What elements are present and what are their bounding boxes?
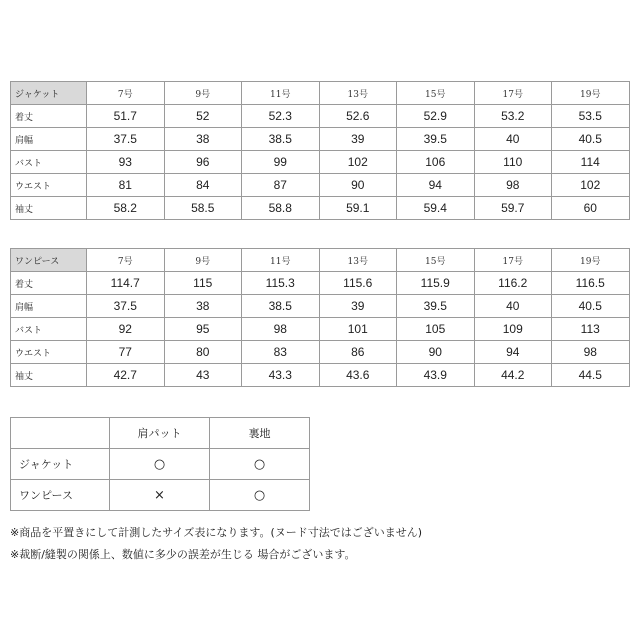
table-row — [11, 364, 630, 387]
table-cell: 52.9 — [397, 105, 475, 128]
table-header-row — [11, 249, 630, 272]
table-cell: 37.5 — [87, 128, 165, 151]
row-label: バスト — [11, 151, 87, 174]
table-cell: 51.7 — [87, 105, 165, 128]
table-cell: 90 — [319, 174, 397, 197]
feature-mark: ○ — [210, 480, 310, 511]
size-header: 17号 — [474, 249, 552, 272]
table-cell: 53.5 — [552, 105, 630, 128]
size-header: 7号 — [87, 249, 165, 272]
row-label: 肩幅 — [11, 128, 87, 151]
table-cell: 38 — [164, 295, 242, 318]
feature-mark: ○ — [110, 449, 210, 480]
table-cell: 106 — [397, 151, 475, 174]
table-cell: 94 — [474, 341, 552, 364]
table-cell: 42.7 — [87, 364, 165, 387]
table-cell: 93 — [87, 151, 165, 174]
table-cell: 99 — [242, 151, 320, 174]
table-cell: 44.2 — [474, 364, 552, 387]
feature-mark: ○ — [210, 449, 310, 480]
table-row — [11, 197, 630, 220]
table-cell: 105 — [397, 318, 475, 341]
table-cell: 102 — [319, 151, 397, 174]
table-cell: 92 — [87, 318, 165, 341]
table-row — [11, 341, 630, 364]
table-cell: 84 — [164, 174, 242, 197]
size-header: 19号 — [552, 82, 630, 105]
table-cell: 115.3 — [242, 272, 320, 295]
size-header: 15号 — [397, 82, 475, 105]
jacket-size-table — [10, 81, 630, 220]
table-cell: 40 — [474, 128, 552, 151]
table-cell: 59.1 — [319, 197, 397, 220]
table-cell: 98 — [242, 318, 320, 341]
table-cell: 86 — [319, 341, 397, 364]
size-header: 19号 — [552, 249, 630, 272]
table-cell: 83 — [242, 341, 320, 364]
table-cell: 40.5 — [552, 128, 630, 151]
table-row — [11, 174, 630, 197]
table-cell: 98 — [474, 174, 552, 197]
table-row — [11, 105, 630, 128]
size-header: 13号 — [319, 82, 397, 105]
row-label: ウエスト — [11, 174, 87, 197]
feature-mark: × — [110, 480, 210, 511]
table-cell: 116.5 — [552, 272, 630, 295]
table-cell: 110 — [474, 151, 552, 174]
table-cell: 39 — [319, 128, 397, 151]
table-cell: 59.7 — [474, 197, 552, 220]
table-row — [11, 295, 630, 318]
row-label: 袖丈 — [11, 197, 87, 220]
table-cell: 116.2 — [474, 272, 552, 295]
size-header: 17号 — [474, 82, 552, 105]
table-cell: 52.6 — [319, 105, 397, 128]
table-cell: 90 — [397, 341, 475, 364]
table-cell: 98 — [552, 341, 630, 364]
row-label: 着丈 — [11, 272, 87, 295]
size-header: 9号 — [164, 82, 242, 105]
feature-header: 裏地 — [210, 418, 310, 449]
table-cell: 81 — [87, 174, 165, 197]
table-cell: 43.9 — [397, 364, 475, 387]
row-label: 肩幅 — [11, 295, 87, 318]
row-label: 着丈 — [11, 105, 87, 128]
size-header: 11号 — [242, 249, 320, 272]
table-header-row — [11, 82, 630, 105]
row-label: バスト — [11, 318, 87, 341]
table-cell: 37.5 — [87, 295, 165, 318]
table-cell: 80 — [164, 341, 242, 364]
table-cell: 43.6 — [319, 364, 397, 387]
feature-header: 肩パット — [110, 418, 210, 449]
table-cell: 39.5 — [397, 128, 475, 151]
table-cell: 38.5 — [242, 128, 320, 151]
size-header: 9号 — [164, 249, 242, 272]
table-cell: 58.8 — [242, 197, 320, 220]
empty-corner-cell — [11, 418, 110, 449]
table-cell: 39 — [319, 295, 397, 318]
table-row — [11, 318, 630, 341]
table-header-row — [11, 418, 310, 449]
table-cell: 60 — [552, 197, 630, 220]
row-label: ジャケット — [11, 449, 110, 480]
note-measurement: ※商品を平置きにして計測したサイズ表になります。(ヌード寸法ではございません) — [10, 526, 423, 539]
table-row — [11, 449, 310, 480]
table-cell: 87 — [242, 174, 320, 197]
row-label: 袖丈 — [11, 364, 87, 387]
size-header: 7号 — [87, 82, 165, 105]
table-cell: 58.5 — [164, 197, 242, 220]
table-row — [11, 272, 630, 295]
table-cell: 44.5 — [552, 364, 630, 387]
table-row — [11, 480, 310, 511]
table-cell: 94 — [397, 174, 475, 197]
table-cell: 40 — [474, 295, 552, 318]
onepiece-size-table — [10, 248, 630, 387]
table-cell: 59.4 — [397, 197, 475, 220]
size-header: 15号 — [397, 249, 475, 272]
row-label: ウエスト — [11, 341, 87, 364]
table-title: ジャケット — [11, 82, 87, 105]
table-cell: 40.5 — [552, 295, 630, 318]
table-cell: 43 — [164, 364, 242, 387]
table-cell: 95 — [164, 318, 242, 341]
table-cell: 39.5 — [397, 295, 475, 318]
table-row — [11, 151, 630, 174]
table-cell: 77 — [87, 341, 165, 364]
table-cell: 115.9 — [397, 272, 475, 295]
table-row — [11, 128, 630, 151]
table-cell: 114 — [552, 151, 630, 174]
size-header: 13号 — [319, 249, 397, 272]
note-tolerance: ※裁断/縫製の関係上、数値に多少の誤差が生じる 場合がございます。 — [10, 548, 356, 561]
table-cell: 38 — [164, 128, 242, 151]
table-cell: 114.7 — [87, 272, 165, 295]
size-header: 11号 — [242, 82, 320, 105]
table-cell: 102 — [552, 174, 630, 197]
table-cell: 38.5 — [242, 295, 320, 318]
table-cell: 52.3 — [242, 105, 320, 128]
row-label: ワンピース — [11, 480, 110, 511]
table-cell: 43.3 — [242, 364, 320, 387]
table-cell: 53.2 — [474, 105, 552, 128]
table-cell: 96 — [164, 151, 242, 174]
table-cell: 115.6 — [319, 272, 397, 295]
features-table — [10, 417, 310, 511]
table-cell: 109 — [474, 318, 552, 341]
table-cell: 58.2 — [87, 197, 165, 220]
table-title: ワンピース — [11, 249, 87, 272]
table-cell: 101 — [319, 318, 397, 341]
table-cell: 115 — [164, 272, 242, 295]
table-cell: 52 — [164, 105, 242, 128]
table-cell: 113 — [552, 318, 630, 341]
